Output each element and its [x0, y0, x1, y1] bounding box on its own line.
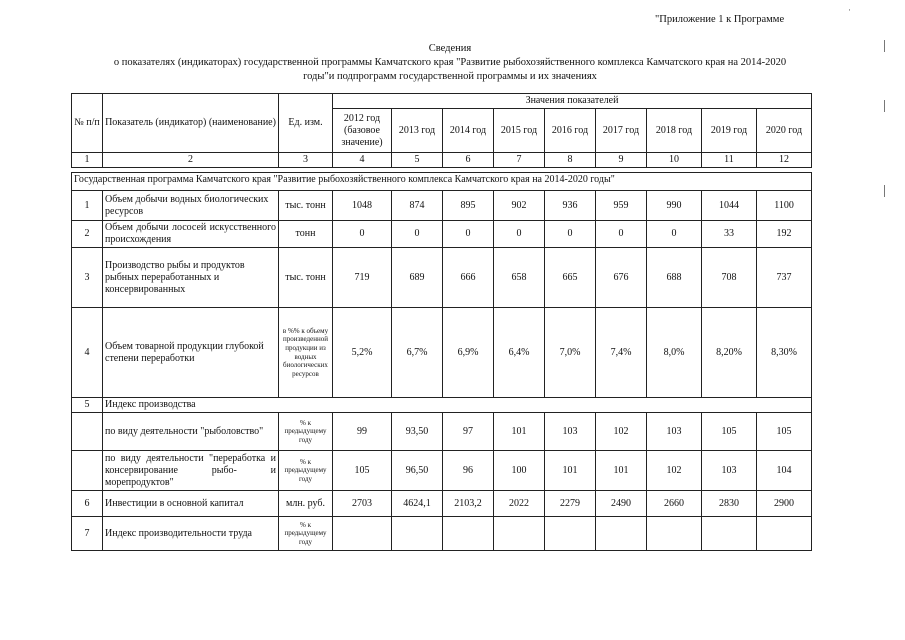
- table-row: [72, 451, 812, 491]
- row-value: 1100: [757, 191, 812, 221]
- row-value: 97: [443, 413, 494, 451]
- header-year: 2018 год: [647, 109, 702, 153]
- row-value: 936: [545, 191, 596, 221]
- table-row: [72, 413, 812, 451]
- row-value: 665: [545, 248, 596, 308]
- row-number: 7: [72, 517, 103, 551]
- header-unit: Ед. изм.: [279, 94, 333, 153]
- row-number: 3: [72, 248, 103, 308]
- header-year: 2020 год: [757, 109, 812, 153]
- row-indicator-name: Инвестиции в основной капитал: [103, 491, 279, 517]
- header-values: Значения показателей: [333, 94, 812, 109]
- row-value: 2830: [702, 491, 757, 517]
- row-value: 192: [757, 221, 812, 248]
- header-year: 2015 год: [494, 109, 545, 153]
- row-indicator-name: по виду деятельности "переработка и консервирование рыбо- и морепродуктов": [103, 451, 279, 491]
- row-value: 96,50: [392, 451, 443, 491]
- row-value: [596, 517, 647, 551]
- header-year: 2013 год: [392, 109, 443, 153]
- row-value: 6,7%: [392, 308, 443, 398]
- header-year: 2019 год: [702, 109, 757, 153]
- column-number: 1: [72, 153, 103, 168]
- row-value: 8,0%: [647, 308, 702, 398]
- row-value: 719: [333, 248, 392, 308]
- row-unit: % к предыдущему году: [279, 517, 333, 551]
- header-year: 2017 год: [596, 109, 647, 153]
- row-value: 7,4%: [596, 308, 647, 398]
- row-value: 99: [333, 413, 392, 451]
- row-value: 6,4%: [494, 308, 545, 398]
- row-value: 2900: [757, 491, 812, 517]
- program-title-row: Государственная программа Камчатского края "Развитие рыбохозяйственного комплекса Камчатского края на 2014-2020 годы": [72, 173, 812, 191]
- column-number: 11: [702, 153, 757, 168]
- appendix-label: "Приложение 1 к Программе: [655, 14, 785, 25]
- table-row: [72, 491, 812, 517]
- row-unit: млн. руб.: [279, 491, 333, 517]
- row-indicator-name: Объем товарной продукции глубокой степени переработки: [103, 308, 279, 398]
- indicators-table: [71, 93, 812, 551]
- row-value: [443, 517, 494, 551]
- row-value: 100: [494, 451, 545, 491]
- row-value: 689: [392, 248, 443, 308]
- row-number: [72, 451, 103, 491]
- row-value: 2103,2: [443, 491, 494, 517]
- column-number: 10: [647, 153, 702, 168]
- row-unit: в %% к объему произведенной продукции из водных биологических ресурсов: [279, 308, 333, 398]
- row-value: 959: [596, 191, 647, 221]
- column-number: 5: [392, 153, 443, 168]
- row-value: 0: [494, 221, 545, 248]
- column-number: 4: [333, 153, 392, 168]
- row-value: 101: [494, 413, 545, 451]
- row-value: 666: [443, 248, 494, 308]
- row-indicator-name: Производство рыбы и продуктов рыбных переработанных и консервированных: [103, 248, 279, 308]
- row-indicator-name: Объем добычи водных биологических ресурсов: [103, 191, 279, 221]
- header-indicator: Показатель (индикатор) (наименование): [103, 94, 279, 153]
- row-value: 8,30%: [757, 308, 812, 398]
- header-year: 2012 год (базовое значение): [333, 109, 392, 153]
- row-value: 1048: [333, 191, 392, 221]
- row-value: 102: [596, 413, 647, 451]
- row-indicator-name: Индекс производства: [103, 398, 812, 413]
- table-row: [72, 398, 812, 413]
- row-value: 2703: [333, 491, 392, 517]
- row-unit: % к предыдущему году: [279, 451, 333, 491]
- row-indicator-name: Индекс производительности труда: [103, 517, 279, 551]
- row-value: 7,0%: [545, 308, 596, 398]
- row-value: 688: [647, 248, 702, 308]
- row-value: 895: [443, 191, 494, 221]
- row-value: 2660: [647, 491, 702, 517]
- table-row: [72, 248, 812, 308]
- row-value: 105: [333, 451, 392, 491]
- document-subtitle-line-2: годы"и подпрограмм государственной программы и их значениях: [303, 71, 597, 82]
- row-value: 5,2%: [333, 308, 392, 398]
- margin-tick: [884, 40, 885, 52]
- row-value: 93,50: [392, 413, 443, 451]
- row-value: [545, 517, 596, 551]
- header-num: № п/п: [72, 94, 103, 153]
- column-number: 6: [443, 153, 494, 168]
- row-value: 902: [494, 191, 545, 221]
- corner-mark: ·: [848, 5, 851, 15]
- row-value: 6,9%: [443, 308, 494, 398]
- row-value: 103: [647, 413, 702, 451]
- row-value: 658: [494, 248, 545, 308]
- row-value: 737: [757, 248, 812, 308]
- row-value: 1044: [702, 191, 757, 221]
- table-row: [72, 308, 812, 398]
- row-value: 103: [702, 451, 757, 491]
- column-number: 2: [103, 153, 279, 168]
- row-number: 6: [72, 491, 103, 517]
- header-year: 2016 год: [545, 109, 596, 153]
- document-title: Сведения: [428, 43, 472, 54]
- row-indicator-name: по виду деятельности "рыболовство": [103, 413, 279, 451]
- table-row: [72, 517, 812, 551]
- row-indicator-name: Объем добычи лососей искусственного происхождения: [103, 221, 279, 248]
- row-value: 0: [647, 221, 702, 248]
- row-value: 0: [392, 221, 443, 248]
- row-value: 2279: [545, 491, 596, 517]
- row-value: 101: [596, 451, 647, 491]
- row-value: 33: [702, 221, 757, 248]
- row-value: 708: [702, 248, 757, 308]
- row-value: 874: [392, 191, 443, 221]
- margin-tick: [884, 185, 885, 197]
- margin-tick: [884, 100, 885, 112]
- row-value: [333, 517, 392, 551]
- row-value: 105: [702, 413, 757, 451]
- header-year: 2014 год: [443, 109, 494, 153]
- row-value: 990: [647, 191, 702, 221]
- row-value: 104: [757, 451, 812, 491]
- row-value: 4624,1: [392, 491, 443, 517]
- row-value: 676: [596, 248, 647, 308]
- row-value: [392, 517, 443, 551]
- row-value: 0: [596, 221, 647, 248]
- row-value: 0: [443, 221, 494, 248]
- table-row: [72, 191, 812, 221]
- row-number: [72, 413, 103, 451]
- row-unit: тыс. тонн: [279, 248, 333, 308]
- row-unit: тонн: [279, 221, 333, 248]
- row-value: [702, 517, 757, 551]
- row-value: 105: [757, 413, 812, 451]
- column-number: 7: [494, 153, 545, 168]
- column-number: 12: [757, 153, 812, 168]
- row-value: 2490: [596, 491, 647, 517]
- row-value: 102: [647, 451, 702, 491]
- row-value: [494, 517, 545, 551]
- row-value: 103: [545, 413, 596, 451]
- row-value: 8,20%: [702, 308, 757, 398]
- row-number: 5: [72, 398, 103, 413]
- row-unit: % к предыдущему году: [279, 413, 333, 451]
- row-value: [647, 517, 702, 551]
- column-number: 3: [279, 153, 333, 168]
- row-value: 101: [545, 451, 596, 491]
- column-number: 8: [545, 153, 596, 168]
- column-number: 9: [596, 153, 647, 168]
- row-number: 4: [72, 308, 103, 398]
- row-value: 96: [443, 451, 494, 491]
- row-value: 2022: [494, 491, 545, 517]
- row-value: 0: [545, 221, 596, 248]
- row-unit: тыс. тонн: [279, 191, 333, 221]
- document-subtitle-line-1: о показателях (индикаторах) государственной программы Камчатского края "Развитие рыбохозяйственного комплекса Камчатского края на 2014-2020: [113, 57, 787, 68]
- row-value: 0: [333, 221, 392, 248]
- document-heading: [70, 42, 830, 84]
- row-number: 1: [72, 191, 103, 221]
- row-number: 2: [72, 221, 103, 248]
- table-row: [72, 221, 812, 248]
- row-value: [757, 517, 812, 551]
